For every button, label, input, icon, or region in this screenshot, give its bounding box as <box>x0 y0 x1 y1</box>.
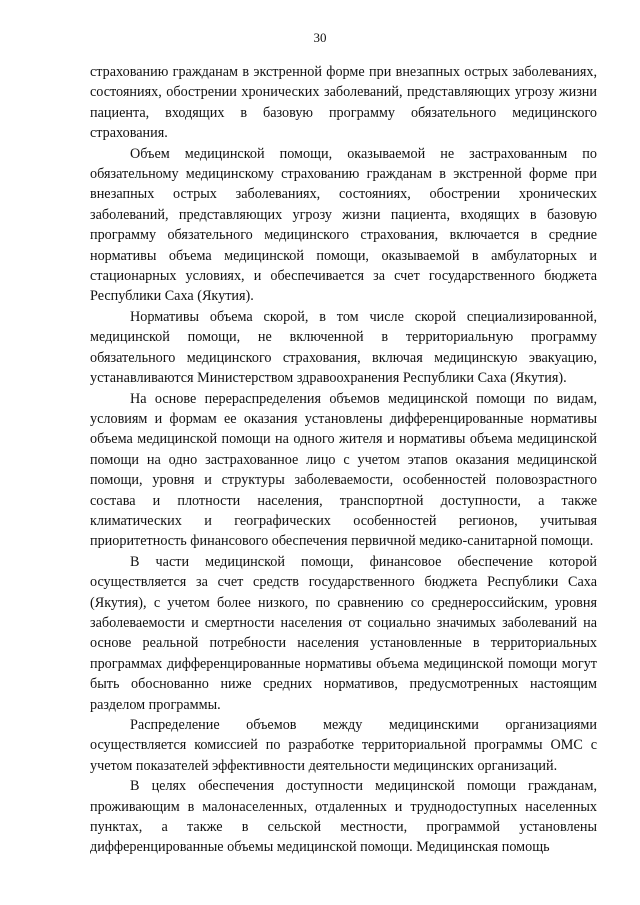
paragraph: В части медицинской помощи, финансовое обеспечение которой осуществляется за счет средств государственного бюджета Республики Саха (Якутия), с учетом более низкого, по сравнению со среднероссийским, уровня заболеваемости и смертности населения от социально значимых заболеваний на основе реальной потребности населения установленные в территориальных программах дифференцированные нормативы объема медицинской помощи могут быть обоснованно ниже средних нормативов, предусмотренных настоящим разделом программы. <box>90 553 597 713</box>
paragraph: Объем медицинской помощи, оказываемой не застрахованным по обязательному медицинскому страхованию гражданам в экстренной форме при внезапных острых заболеваниях, состояниях, обострении хронических заболеваний, представляющих угрозу жизни пациента, входящих в базовую программу обязательного медицинского страхования, включается в средние нормативы объема медицинской помощи, оказываемой в амбулаторных и стационарных условиях, и обеспечивается за счет государственного бюджета Республики Саха (Якутия). <box>90 145 597 305</box>
paragraph-continued: страхованию гражданам в экстренной форме при внезапных острых заболеваниях, состояниях, обострении хронических заболеваний, представляющих угрозу жизни пациента, входящих в базовую программу обязательного медицинского страхования. <box>90 64 597 142</box>
paragraph: Нормативы объема скорой, в том числе скорой специализированной, медицинской помощи, не включенной в территориальную программу обязательного медицинского страхования, включая медицинскую эвакуацию, устанавливаются Министерством здравоохранения Республики Саха (Якутия). <box>90 308 597 387</box>
page-number: 30 <box>313 30 327 45</box>
document-body <box>90 62 597 858</box>
paragraph: В целях обеспечения доступности медицинской помощи гражданам, проживающим в малонаселенных, отдаленных и труднодоступных населенных пунктах, а также в сельской местности, программой установлены дифференцированные объемы медицинской помощи. Медицинская помощь <box>90 778 597 856</box>
paragraph: Распределение объемов между медицинскими организациями осуществляется комиссией по разработке территориальной программы ОМС с учетом показателей эффективности деятельности медицинских организаций. <box>90 717 597 774</box>
paragraph: На основе перераспределения объемов медицинской помощи по видам, условиям и формам ее оказания установлены дифференцированные нормативы объема медицинской помощи на одного жителя и нормативы объема медицинской помощи на одно застрахованное лицо с учетом этапов оказания медицинской помощи, уровня и структуры заболеваемости, особенностей половозрастного состава и плотности населения, транспортной доступности, а также климатических и географических особенностей регионов, учитывая приоритетность финансового обеспечения первичной медико-санитарной помощи. <box>90 390 597 550</box>
